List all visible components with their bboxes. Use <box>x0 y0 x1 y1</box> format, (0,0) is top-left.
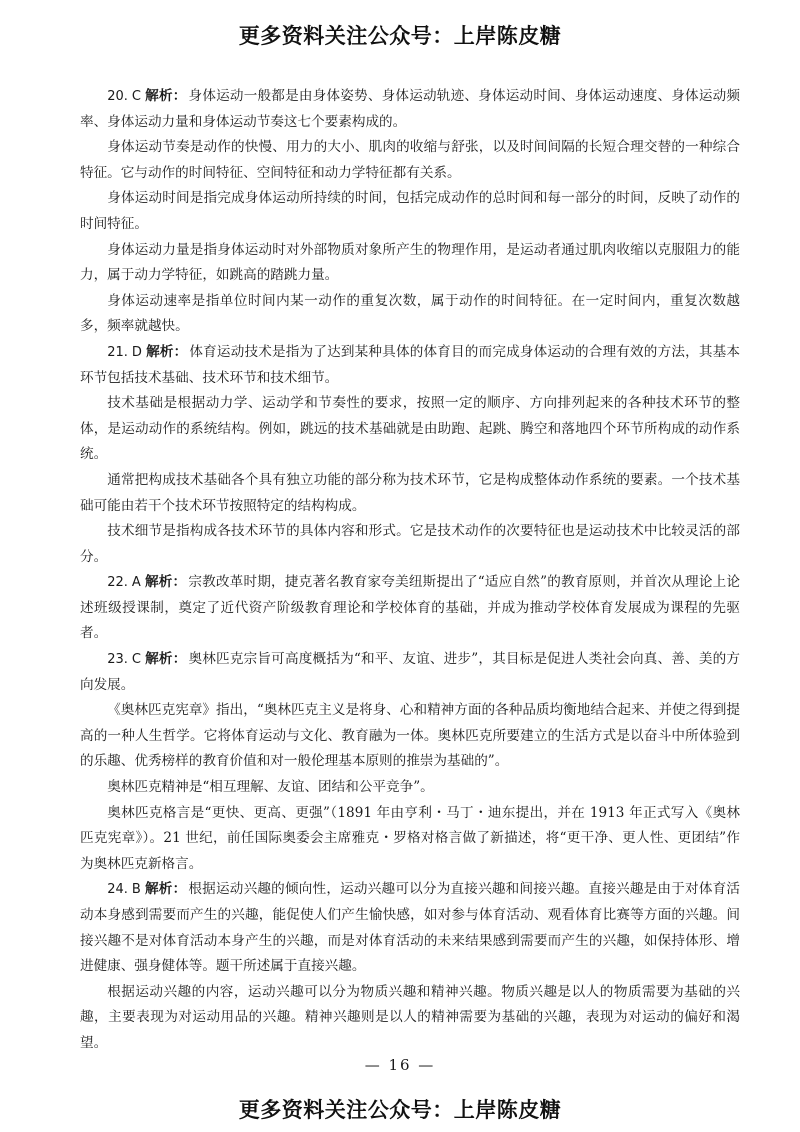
question-number: 22. <box>107 575 128 591</box>
paragraph: 奥林匹克格言是“更快、更高、更强”（1891 年由亨利・马丁・迪东提出，并在 1913 年正式写入《奥林匹克宪章》）。21 世纪，前任国际奥委会主席雅克・罗格对格言做了新描述，将“更干净、更人性、更团结”作为奥林匹克新格言。 <box>80 804 740 872</box>
paragraph: 根据运动兴趣的内容，运动兴趣可以分为物质兴趣和精神兴趣。物质兴趣是以人的物质需要为基础的兴趣，主要表现为对运动用品的兴趣。精神兴趣则是以人的精神需要为基础的兴趣，表现为对运动的偏好和渴望。 <box>80 983 740 1051</box>
question-text: 奥林匹克宗旨可高度概括为“和平、友谊、进步”，其目标是促进人类社会向真、善、美的方向发展。 <box>80 651 740 693</box>
question-21-lead <box>80 340 740 391</box>
answer-letter: A <box>131 575 141 591</box>
paragraph: 身体运动速率是指单位时间内某一动作的重复次数，属于动作的时间特征。在一定时间内，重复次数越多，频率就越快。 <box>80 292 740 335</box>
question-number: 20. <box>107 89 128 104</box>
paragraph: 身体运动力量是指身体运动时对外部物质对象所产生的物理作用，是运动者通过肌肉收缩以克服阻力的能力，属于动力学特征，如跳高的踏跳力量。 <box>80 241 740 284</box>
page-number: — 16 — <box>364 1056 436 1074</box>
question-22-lead <box>80 570 740 647</box>
paragraph: 技术基础是根据动力学、运动学和节奏性的要求，按照一定的顺序、方向排列起来的各种技术环节的整体，是运动动作的系统结构。例如，跳远的技术基础就是由助跑、起跳、腾空和落地四个环节所构成的动作系统。 <box>80 395 740 463</box>
answer-label: 解析： <box>144 88 187 104</box>
paragraph: 通常把构成技术基础各个具有独立功能的部分称为技术环节，它是构成整体动作系统的要素。一个技术基础可能由若干个技术环节按照特定的结构构成。 <box>80 471 740 514</box>
question-24-lead <box>80 877 740 979</box>
answer-letter: B <box>131 882 141 898</box>
question-23-lead <box>80 647 740 698</box>
paragraph: 《奥林匹克宪章》指出，“奥林匹克主义是将身、心和精神方面的各种品质均衡地结合起来、并使之得到提高的一种人生哲学。它将体育运动与文化、教育融为一体。奥林匹克所要建立的生活方式是以奋斗中所体验到的乐趣、优秀榜样的教育价值和对一般伦理基本原则的推崇为基础的”。 <box>80 702 740 770</box>
answer-letter: C <box>131 652 141 668</box>
paragraph: 技术细节是指构成各技术环节的具体内容和形式。它是技术动作的次要特征也是运动技术中比较灵活的部分。 <box>80 523 740 565</box>
question-text: 身体运动一般都是由身体姿势、身体运动轨迹、身体运动时间、身体运动速度、身体运动频率、身体运动力量和身体运动节奏这七个要素构成的。 <box>80 88 741 130</box>
answer-label: 解析： <box>145 343 188 360</box>
answer-label: 解析： <box>144 651 187 668</box>
question-number: 24. <box>107 882 128 898</box>
question-20-lead <box>80 84 740 135</box>
paragraph: 身体运动时间是指完成身体运动所持续的时间，包括完成动作的总时间和每一部分的时间，反映了动作的时间特征。 <box>80 190 740 232</box>
question-number: 23. <box>107 652 128 668</box>
paragraph: 身体运动节奏是动作的快慢、用力的大小、肌肉的收缩与舒张，以及时间间隔的长短合理交替的一种综合特征。它与动作的时间特征、空间特征和动力学特征都有关系。 <box>80 139 740 181</box>
header-banner: 更多资料关注公众号：上岸陈皮糖 <box>238 24 562 48</box>
question-text: 根据运动兴趣的倾向性，运动兴趣可以分为直接兴趣和间接兴趣。直接兴趣是由于对体育活动本身感到需要而产生的兴趣，能促使人们产生愉快感，如对参与体育活动、观看体育比赛等方面的兴趣。间接兴趣不是对体育活动本身产生的兴趣，而是对体育活动的未来结果感到需要而产生的兴趣，如保持体形、增进健康、强身健体等。题干所述属于直接兴趣。 <box>80 881 741 975</box>
question-text: 体育运动技术是指为了达到某种具体的体育目的而完成身体运动的合理有效的方法，其基本环节包括技术基础、技术环节和技术细节。 <box>80 343 741 386</box>
footer-banner: 更多资料关注公众号：上岸陈皮糖 <box>238 1098 562 1122</box>
answer-letter: C <box>131 89 141 104</box>
paragraph: 奥林匹克精神是“相互理解、友谊、团结和公平竞争”。 <box>107 779 434 796</box>
answer-label: 解析： <box>144 574 187 591</box>
question-number: 21. <box>107 344 128 360</box>
answer-explanations <box>80 84 740 1057</box>
question-text: 宗教改革时期，捷克著名教育家夸美纽斯提出了“适应自然”的教育原则，并首次从理论上论述班级授课制，奠定了近代资产阶级教育理论和学校体育的基础，并成为推动学校体育发展成为课程的先驱者。 <box>80 574 740 642</box>
answer-letter: D <box>131 344 142 360</box>
answer-label: 解析： <box>144 881 187 898</box>
